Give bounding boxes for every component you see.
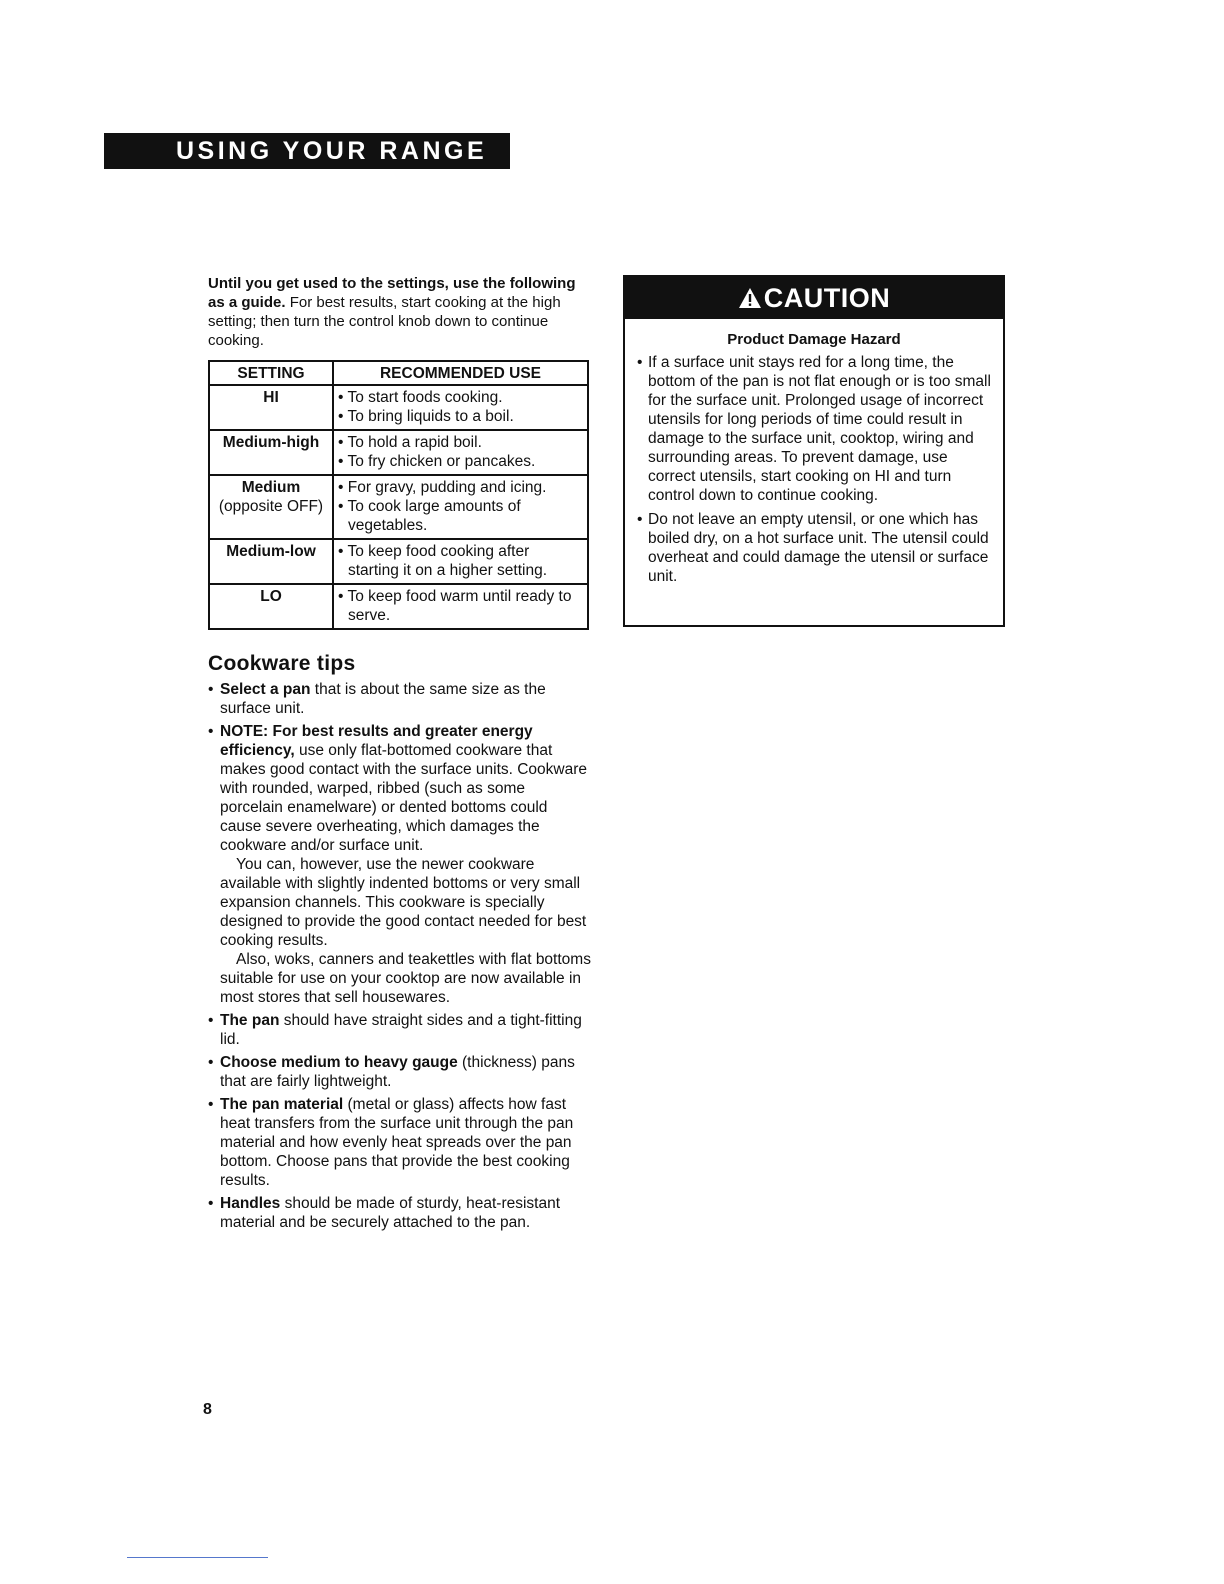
use-line: • To fry chicken or pancakes. xyxy=(338,453,536,470)
bullet-icon: • xyxy=(637,354,643,371)
settings-table xyxy=(208,360,589,630)
caution-header xyxy=(625,277,1003,319)
tip-body: should be made of sturdy, heat-resistant material and be securely attached to the pan. xyxy=(220,1195,561,1231)
table-row xyxy=(209,475,588,539)
table-row xyxy=(209,385,588,430)
bullet-icon: • xyxy=(208,1012,214,1029)
setting-column-header: SETTING xyxy=(209,361,333,385)
caution-text: If a surface unit stays red for a long time, the bottom of the pan is not flat enough or is too small for the surface unit. Prolonged usage of incorrect utensils for long periods of time could result in damage to the surface unit, cooktop, wiring and surrounding areas. To prevent damage, use correct utensils, start cooking on HI and turn control down to continue cooking. xyxy=(648,354,991,504)
tip-text xyxy=(220,722,592,855)
tip-bold: The pan material xyxy=(220,1096,344,1113)
warning-triangle-icon xyxy=(738,287,762,309)
setting-name: Medium xyxy=(241,479,301,496)
list-item xyxy=(208,680,592,718)
setting-cell xyxy=(209,475,333,539)
caution-text: Do not leave an empty utensil, or one which has boiled dry, on a hot surface unit. The utensil could overheat and could damage the utensil or surface unit. xyxy=(648,511,989,585)
use-line: • For gravy, pudding and icing. xyxy=(338,479,547,496)
setting-cell xyxy=(209,539,333,584)
list-item xyxy=(637,353,993,505)
use-line: • To start foods cooking. xyxy=(338,389,503,406)
cookware-tips-list xyxy=(208,680,592,1232)
tip-text xyxy=(220,1095,592,1190)
tip-paragraph: Also, woks, canners and teakettles with flat bottoms suitable for use on your cooktop are now available in most stores that sell housewares. xyxy=(220,951,591,1006)
use-cell xyxy=(333,539,588,584)
bullet-icon: • xyxy=(637,511,643,528)
use-line: • To cook large amounts of vegetables. xyxy=(338,498,521,534)
setting-cell xyxy=(209,584,333,629)
setting-cell xyxy=(209,385,333,430)
list-item xyxy=(637,510,993,586)
tip-body: (metal or glass) affects how fast heat transfers from the surface unit through the pan material and how evenly heat spreads over the pan bottom. Choose pans that provide the best cooking results. xyxy=(220,1096,574,1189)
tip-bold: Select a pan xyxy=(220,681,311,698)
tip-body: should have straight sides and a tight-fitting lid. xyxy=(220,1012,582,1048)
list-item xyxy=(208,1194,592,1232)
left-column xyxy=(208,274,592,1236)
setting-name: HI xyxy=(263,389,279,406)
setting-name: LO xyxy=(260,588,282,605)
use-cell xyxy=(333,475,588,539)
list-item xyxy=(208,1095,592,1190)
tip-text xyxy=(220,680,592,718)
use-cell xyxy=(333,430,588,475)
list-item xyxy=(208,1053,592,1091)
intro-paragraph xyxy=(208,274,592,350)
setting-name: Medium-low xyxy=(226,543,316,560)
bullet-icon: • xyxy=(208,723,214,740)
table-row xyxy=(209,430,588,475)
tip-body: that is about the same size as the surface unit. xyxy=(220,681,546,717)
tip-text xyxy=(220,1194,592,1232)
recommended-use-column-header: RECOMMENDED USE xyxy=(333,361,588,385)
use-line: • To keep food warm until ready to serve. xyxy=(338,588,572,624)
tip-bold: Handles xyxy=(220,1195,281,1212)
use-line: • To bring liquids to a boil. xyxy=(338,408,514,425)
use-line: • To hold a rapid boil. xyxy=(338,434,482,451)
setting-subtext: (opposite OFF) xyxy=(218,498,324,515)
table-row xyxy=(209,584,588,629)
cookware-tips-heading: Cookware tips xyxy=(208,652,356,675)
bullet-icon: • xyxy=(208,1096,214,1113)
setting-cell xyxy=(209,430,333,475)
intro-bold: Until you get used to the settings, use the following as a guide. xyxy=(208,275,576,311)
caution-list xyxy=(625,353,1003,586)
caution-box xyxy=(623,275,1005,627)
intro-text: For best results, start cooking at the high setting; then turn the control knob down to continue cooking. xyxy=(208,294,561,349)
bullet-icon: • xyxy=(208,1195,214,1212)
setting-name: Medium-high xyxy=(222,434,320,451)
tip-body: use only flat-bottomed cookware that makes good contact with the surface units. Cookware with rounded, warped, ribbed (such as some porcelain enamelware) or dented bottoms could cause severe overheating, which damages the cookware and/or surface unit. xyxy=(220,742,588,854)
use-cell xyxy=(333,385,588,430)
list-item xyxy=(208,1011,592,1049)
use-cell xyxy=(333,584,588,629)
table-row xyxy=(209,539,588,584)
use-line: • To keep food cooking after starting it on a higher setting. xyxy=(338,543,548,579)
tip-body: (thickness) pans that are fairly lightweight. xyxy=(220,1054,575,1090)
hazard-title: Product Damage Hazard xyxy=(727,331,901,348)
footer-rule xyxy=(127,1557,268,1558)
caution-title: CAUTION xyxy=(763,282,891,313)
section-banner: USING YOUR RANGE xyxy=(104,133,510,169)
tip-bold: NOTE: For best results and greater energy efficiency, xyxy=(220,723,533,759)
list-item xyxy=(208,722,592,1007)
page-number: 8 xyxy=(203,1401,212,1418)
settings-header-row xyxy=(209,361,588,385)
bullet-icon: • xyxy=(208,681,214,698)
tip-text xyxy=(220,1011,592,1049)
tip-text xyxy=(220,1053,592,1091)
bullet-icon: • xyxy=(208,1054,214,1071)
tip-bold: The pan xyxy=(220,1012,280,1029)
tip-bold: Choose medium to heavy gauge xyxy=(220,1054,458,1071)
tip-paragraph: You can, however, use the newer cookware available with slightly indented bottoms or very small expansion channels. This cookware is specially designed to provide the good contact needed for best cooking results. xyxy=(220,856,587,949)
